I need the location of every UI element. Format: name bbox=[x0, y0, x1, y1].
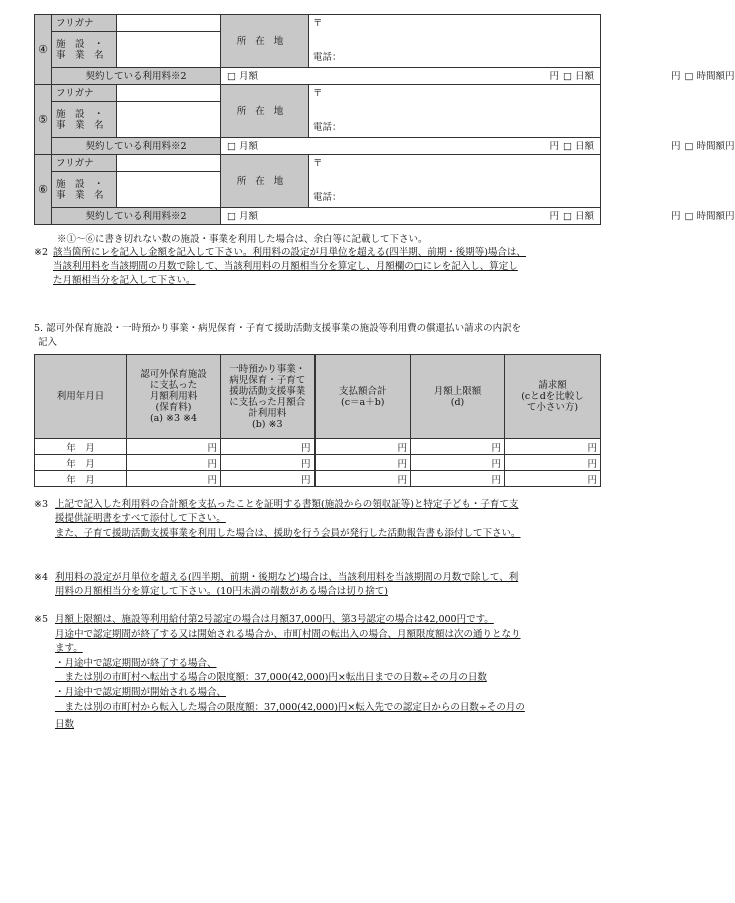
fee-options: □ 月額 円 □ 日額 bbox=[221, 208, 601, 225]
note-3-line-2: 援提供証明書をすべて添付して下さい。 bbox=[55, 513, 226, 524]
phone-label: 電話： bbox=[313, 52, 342, 63]
daily-checkbox[interactable]: □ 日額 bbox=[563, 140, 594, 152]
note-2-line-2: 当該利用料を当該期間の月数で除して、当該利用料の月額相当分を算定し、月額欄の□にレを記入し、算定し bbox=[53, 261, 518, 272]
postal-mark: 〒 bbox=[313, 18, 323, 29]
claim-table bbox=[34, 354, 601, 487]
note-3-line-3: また、子育て援助活動支援事業を利用した場合は、援助を行う会員が発行した活動報告書も添付して下さい。 bbox=[55, 528, 521, 539]
claim-a-cell[interactable]: 円 bbox=[127, 439, 221, 455]
claim-e-cell[interactable]: 円 bbox=[505, 439, 601, 455]
note-5-line-3: ます。 bbox=[55, 643, 83, 654]
note-5-line-6: ・月途中で認定期間が開始される場合、 bbox=[55, 687, 227, 698]
fee-label: 契約している利用料※2 bbox=[52, 68, 221, 85]
claim-d-cell[interactable]: 円 bbox=[411, 455, 505, 471]
note-5-mark: ※5 bbox=[34, 614, 49, 625]
note-4-line-1: 利用料の設定が月単位を超える(四半期、前期・後期など)場合は、当該利用料を当該期間の月数で除して、利 bbox=[55, 572, 519, 583]
claim-row bbox=[35, 471, 601, 487]
section-5-title: 5. 認可外保育施設・一時預かり事業・病児保育・子育て援助活動支援事業の施設等利用費の償還払い請求の内訳を bbox=[34, 323, 522, 334]
claim-ym-cell[interactable]: 年 月 bbox=[35, 471, 127, 487]
phone-label: 電話： bbox=[313, 192, 342, 203]
address-field[interactable] bbox=[309, 15, 601, 68]
header-b: 一時預かり事業・ 病児保育・子育て 援助活動支援事業 に支払った月額合 計利用料 (b) ※3 bbox=[221, 355, 315, 439]
daily-checkbox[interactable]: □ 日額 bbox=[563, 210, 594, 222]
facility-name-field[interactable] bbox=[117, 172, 221, 208]
note-5-line-5: または別の市町村へ転出する場合の限度額：37,000(42,000)円×転出日までの日数÷その月の日数 bbox=[55, 672, 487, 683]
header-d: 月額上限額 (d) bbox=[411, 355, 505, 439]
facility-name-field[interactable] bbox=[117, 32, 221, 68]
claim-row bbox=[35, 455, 601, 471]
note-4-line-2: 用料の月額相当分を算定して下さい。(10円未満の端数がある場合は切り捨て) bbox=[55, 586, 389, 597]
fee-options: □ 月額 円 □ 日額 bbox=[221, 138, 601, 155]
hourly-checkbox[interactable]: □ 時間額 bbox=[684, 70, 726, 82]
facility-number: ⑤ bbox=[35, 85, 52, 155]
claim-d-cell[interactable]: 円 bbox=[411, 439, 505, 455]
fee-label: 契約している利用料※2 bbox=[52, 208, 221, 225]
header-a: 認可外保育施設 に支払った 月額利用料 (保育料) (a) ※3 ※4 bbox=[127, 355, 221, 439]
claim-b-cell[interactable]: 円 bbox=[221, 455, 315, 471]
furigana-label: フリガナ bbox=[52, 155, 117, 172]
claim-b-cell[interactable]: 円 bbox=[221, 471, 315, 487]
header-e: 請求額 (cとdを比較し て小さい方) bbox=[505, 355, 601, 439]
facility-name-label: 施 設 ・ 事 業 名 bbox=[52, 102, 117, 138]
section-5-title-cont: 記入 bbox=[38, 337, 58, 348]
claim-ym-cell[interactable]: 年 月 bbox=[35, 439, 127, 455]
location-label: 所在地 bbox=[221, 15, 309, 68]
daily-checkbox[interactable]: □ 日額 bbox=[563, 70, 594, 82]
claim-ym-cell[interactable]: 年 月 bbox=[35, 455, 127, 471]
claim-c-cell[interactable]: 円 bbox=[315, 471, 411, 487]
claim-c-cell[interactable]: 円 bbox=[315, 439, 411, 455]
claim-row bbox=[35, 439, 601, 455]
claim-a-cell[interactable]: 円 bbox=[127, 455, 221, 471]
address-field[interactable] bbox=[309, 155, 601, 208]
note-4-mark: ※4 bbox=[34, 572, 49, 583]
fee-label: 契約している利用料※2 bbox=[52, 138, 221, 155]
note-3-line-1: 上記で記入した利用料の合計額を支払ったことを証明する書類(施設からの領収証等)と特定子ども・子育て支 bbox=[55, 499, 519, 510]
furigana-field[interactable] bbox=[117, 15, 221, 32]
furigana-label: フリガナ bbox=[52, 85, 117, 102]
monthly-checkbox[interactable]: □ 月額 bbox=[227, 210, 258, 222]
note-1: ※①～⑥に書き切れない数の施設・事業を利用した場合は、余白等に記載して下さい。 bbox=[57, 234, 428, 245]
hourly-checkbox[interactable]: □ 時間額 bbox=[684, 210, 726, 222]
note-5-line-7: または別の市町村から転入した場合の限度額：37,000(42,000)円×転入先での認定日からの日数÷その月の bbox=[55, 702, 525, 713]
facility-name-label: 施 設 ・ 事 業 名 bbox=[52, 172, 117, 208]
furigana-field[interactable] bbox=[117, 155, 221, 172]
claim-e-cell[interactable]: 円 bbox=[505, 471, 601, 487]
note-2-line-1: 該当箇所にレを記入し金額を記入して下さい。利用料の設定が月単位を超える(四半期、前期・後期等)場合は、 bbox=[53, 247, 526, 258]
location-label: 所在地 bbox=[221, 155, 309, 208]
claim-c-cell[interactable]: 円 bbox=[315, 455, 411, 471]
header-c: 支払額合計 (c＝a＋b) bbox=[315, 355, 411, 439]
note-2-line-3: た月額相当分を記入して下さい。 bbox=[53, 275, 196, 286]
facility-name-label: 施 設 ・ 事 業 名 bbox=[52, 32, 117, 68]
postal-mark: 〒 bbox=[313, 88, 323, 99]
facility-number: ④ bbox=[35, 15, 52, 85]
hourly-checkbox[interactable]: □ 時間額 bbox=[684, 140, 726, 152]
claim-e-cell[interactable]: 円 bbox=[505, 455, 601, 471]
claim-d-cell[interactable]: 円 bbox=[411, 471, 505, 487]
note-3-mark: ※3 bbox=[34, 499, 49, 510]
facility-table: ④ フリガナ 所在地 〒 電話： 施 設 ・ 事 業 名 契約している利用料※2 □ 月額 円 □ 日額 円 □ 時間額 円 ⑤ フリガナ 所在地 〒 電話： 施 設 ・ 事 業 名 契約している利用料※2 □ 月額 円 □ 日額 円 □ 時間額 円 ⑥ フリガナ 所在地 〒 電話： 施 設 ・ 事 業 名 契約している利用料※2 □ 月額 円 □ 日額 円 □ 時間額 円 bbox=[34, 14, 601, 225]
postal-mark: 〒 bbox=[313, 158, 323, 169]
note-5-line-2: 月途中で認定期間が終了する又は開始される場合か、市町村間の転出入の場合、月額限度額は次の通りとなり bbox=[55, 629, 521, 640]
note-2-mark: ※2 bbox=[34, 247, 49, 258]
facility-number: ⑥ bbox=[35, 155, 52, 225]
claim-a-cell[interactable]: 円 bbox=[127, 471, 221, 487]
facility-name-field[interactable] bbox=[117, 102, 221, 138]
note-5-line-8: 日数 bbox=[55, 719, 75, 730]
monthly-checkbox[interactable]: □ 月額 bbox=[227, 140, 258, 152]
note-5-line-4: ・月途中で認定期間が終了する場合、 bbox=[55, 658, 217, 669]
address-field[interactable] bbox=[309, 85, 601, 138]
location-label: 所在地 bbox=[221, 85, 309, 138]
monthly-checkbox[interactable]: □ 月額 bbox=[227, 70, 258, 82]
note-5-line-1: 月額上限額は、施設等利用給付第2号認定の場合は月額37,000円、第3号認定の場合は42,000円です。 bbox=[55, 614, 494, 625]
fee-options: □ 月額 円 □ 日額 bbox=[221, 68, 601, 85]
claim-b-cell[interactable]: 円 bbox=[221, 439, 315, 455]
furigana-field[interactable] bbox=[117, 85, 221, 102]
furigana-label: フリガナ bbox=[52, 15, 117, 32]
phone-label: 電話： bbox=[313, 122, 342, 133]
header-usage-date: 利用年月日 bbox=[35, 355, 127, 439]
